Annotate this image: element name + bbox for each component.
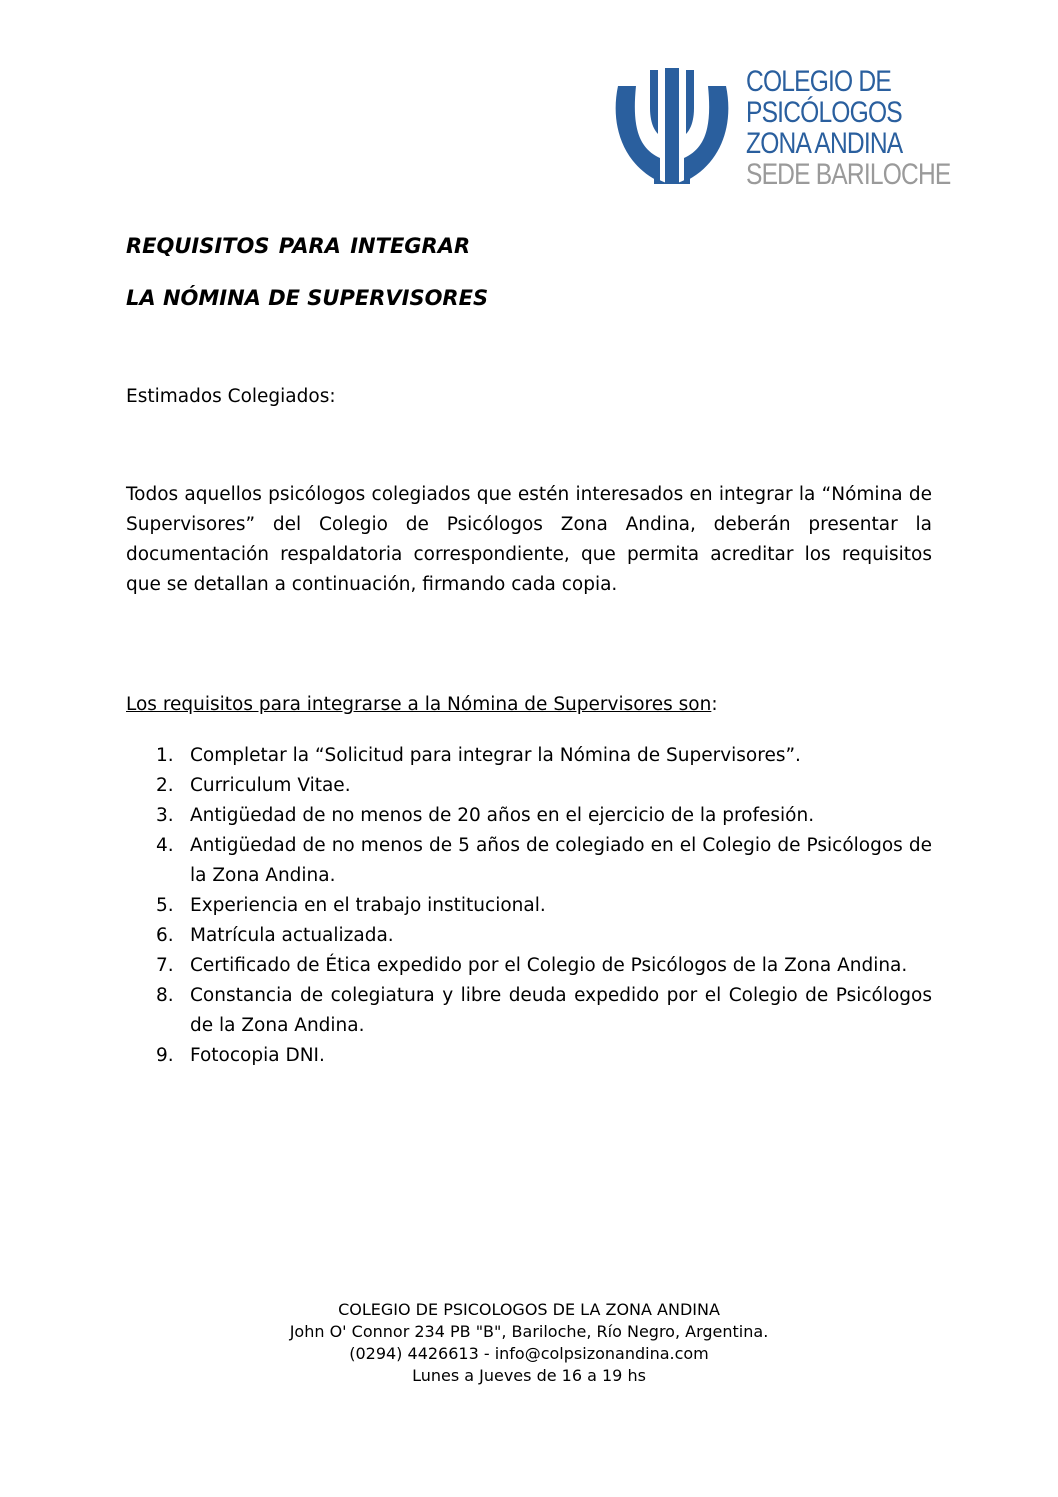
list-item-text: Curriculum Vitae. [190, 775, 351, 796]
list-item-text: Matrícula actualizada. [190, 925, 394, 946]
list-item-number: 3. [156, 805, 174, 826]
logo-line-2: PSICÓLOGOS [746, 96, 902, 129]
logo-line-4: SEDE BARILOCHE [746, 158, 951, 191]
requirements-heading-text: Los requisitos para integrarse a la Nómina de Supervisores son [126, 694, 712, 715]
list-item [126, 831, 932, 891]
document-title-line-2: LA NÓMINA DE SUPERVISORES [126, 286, 489, 310]
intro-paragraph: Todos aquellos psicólogos colegiados que estén interesados en integrar la “Nómina de Supervisores” del Colegio de Psicólogos Zona Andina, deberán presentar la documentación respaldatoria correspondiente, que permita acreditar los requisitos que se detallan a continuación, firmando cada copia. [126, 484, 932, 595]
greeting: Estimados Colegiados: [126, 386, 336, 407]
list-item-text: Antigüedad de no menos de 5 años de colegiado en el Colegio de Psicólogos de la Zona Andina. [190, 835, 932, 886]
psi-icon [610, 64, 734, 188]
requirements-heading [126, 694, 718, 715]
list-item-number: 6. [156, 925, 174, 946]
logo-line-3: ZONA ANDINA [746, 127, 903, 160]
footer-address: John O' Connor 234 PB "B", Bariloche, Río Negro, Argentina. [289, 1322, 769, 1341]
list-item-number: 1. [156, 745, 174, 766]
list-item-text: Antigüedad de no menos de 20 años en el ejercicio de la profesión. [190, 805, 815, 826]
logo [610, 64, 951, 191]
list-item-number: 7. [156, 955, 174, 976]
list-item-number: 8. [156, 985, 174, 1006]
list-item [126, 981, 932, 1041]
footer-hours: Lunes a Jueves de 16 a 19 hs [412, 1366, 646, 1385]
list-item [126, 951, 932, 981]
footer [0, 1299, 1058, 1387]
list-item-text: Experiencia en el trabajo institucional. [190, 895, 546, 916]
logo-text [746, 66, 951, 190]
list-item-number: 2. [156, 775, 174, 796]
list-item [126, 921, 932, 951]
list-item-number: 9. [156, 1045, 174, 1066]
list-item [126, 741, 932, 771]
list-item [126, 801, 932, 831]
list-item-text: Completar la “Solicitud para integrar la Nómina de Supervisores”. [190, 745, 801, 766]
requirements-list [126, 741, 932, 1071]
list-item-text: Constancia de colegiatura y libre deuda expedido por el Colegio de Psicólogos de la Zona Andina. [190, 985, 932, 1036]
list-item [126, 891, 932, 921]
list-item-text: Fotocopia DNI. [190, 1045, 325, 1066]
list-item-number: 5. [156, 895, 174, 916]
list-item-text: Certificado de Ética expedido por el Colegio de Psicólogos de la Zona Andina. [190, 955, 908, 976]
list-item [126, 771, 932, 801]
list-item-number: 4. [156, 835, 174, 856]
logo-line-1: COLEGIO DE [746, 65, 891, 98]
document-title-line-1: REQUISITOS PARA INTEGRAR [126, 234, 471, 258]
footer-organization: COLEGIO DE PSICOLOGOS DE LA ZONA ANDINA [338, 1300, 720, 1319]
list-item [126, 1041, 932, 1071]
requirements-heading-suffix: : [711, 694, 718, 715]
footer-contact: (0294) 4426613 - info@colpsizonandina.com [349, 1344, 709, 1363]
